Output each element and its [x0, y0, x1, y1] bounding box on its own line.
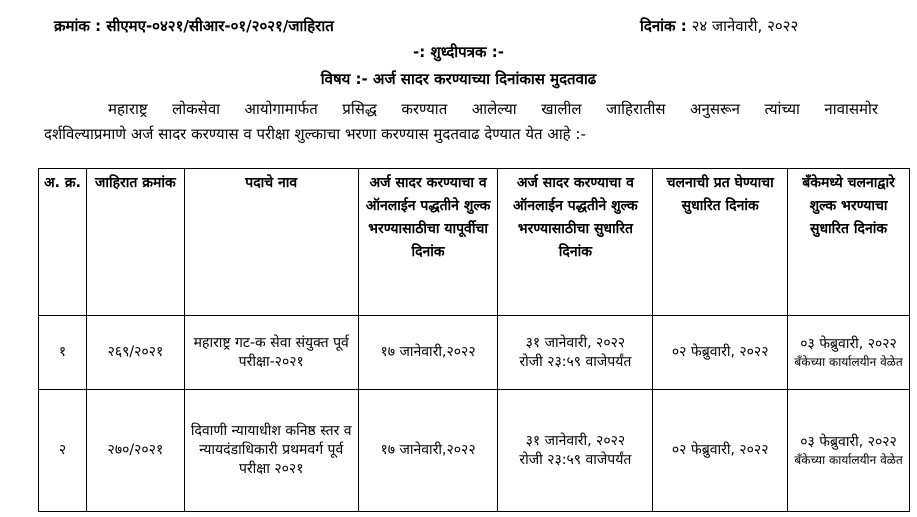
revised-date: ३१ जानेवारी, २०२२ [525, 432, 626, 449]
reference-line [54, 16, 334, 36]
revised-date-time: रोजी २३:५९ वाजेपर्यंत [519, 451, 632, 468]
challan-date-cell: ०२ फेब्रुवारी, २०२२ [653, 390, 788, 512]
bank-note: बँकेच्या कार्यालयीन वेळेत [794, 355, 903, 369]
revised-date-cell [498, 316, 653, 390]
advertisement-cell: २७०/२०२१ [86, 390, 184, 512]
challan-date-cell: ०२ फेब्रुवारी, २०२२ [653, 316, 788, 390]
table-row [39, 316, 910, 390]
serial-cell: १ [39, 316, 87, 390]
table-row [39, 390, 910, 512]
revised-date-time: रोजी २३:५९ वाजेपर्यंत [519, 353, 632, 370]
bank-date-cell [788, 390, 910, 512]
header-bank-date: बँकेमध्ये चलनाद्वारे शुल्क भरण्याचा सुधारित दिनांक [788, 169, 910, 316]
intro-paragraph [44, 97, 878, 147]
document-subject: विषय :- अर्ज सादर करण्याच्या दिनांकास मुदतवाढ [320, 70, 597, 88]
header-previous-date: अर्ज सादर करण्याचा व ऑनलाईन पद्धतीने शुल्क भरण्यासाठीचा यापूर्वीचा दिनांक [358, 169, 498, 316]
previous-date-cell: १७ जानेवारी,२०२२ [358, 390, 498, 512]
header-challan-date: चलनाची प्रत घेण्याचा सुधारित दिनांक [653, 169, 788, 316]
header-advertisement-number: जाहिरात क्रमांक [86, 169, 184, 316]
reference-number: सीएमए-०४२१/सीआर-०१/२०२१/जाहिरात [106, 17, 334, 35]
revised-date-cell [498, 390, 653, 512]
post-name-cell: दिवाणी न्यायाधीश कनिष्ठ स्तर व न्यायदंडाधिकारी प्रथमवर्ग पूर्व परीक्षा २०२१ [184, 390, 358, 512]
header-post-name: पदाचे नाव [184, 169, 358, 316]
date-value: २४ जानेवारी, २०२२ [691, 17, 799, 35]
bank-date: ०३ फेब्रुवारी, २०२२ [800, 434, 897, 450]
document-title: -: शुध्दीपत्रक :- [413, 43, 504, 61]
post-name-cell: महाराष्ट्र गट-क सेवा संयुक्त पूर्व परीक्षा-२०२१ [184, 316, 358, 390]
table-header-row [39, 169, 910, 316]
extension-table [38, 168, 910, 512]
bank-date: ०३ फेब्रुवारी, २०२२ [800, 336, 897, 352]
date-label: दिनांक : [640, 17, 687, 35]
revised-date: ३१ जानेवारी, २०२२ [525, 334, 626, 351]
header-serial: अ. क्र. [39, 169, 87, 316]
serial-cell: २ [39, 390, 87, 512]
previous-date-cell: १७ जानेवारी,२०२२ [358, 316, 498, 390]
advertisement-cell: २६९/२०२१ [86, 316, 184, 390]
intro-line-2: दर्शविल्याप्रमाणे अर्ज सादर करण्यास व परीक्षा शुल्काचा भरणा करण्यास मुदतवाढ देण्यात येत आहे :- [44, 125, 586, 143]
intro-line-1: महाराष्ट्र लोकसेवा आयोगामार्फत प्रसिद्ध करण्यात आलेल्या खालील जाहिरातीस अनुसरून त्यांच्या नावासमोर [108, 100, 878, 118]
bank-date-cell [788, 316, 910, 390]
reference-label: क्रमांक : [54, 17, 102, 35]
bank-note: बँकेच्या कार्यालयीन वेळेत [794, 453, 903, 467]
header-revised-date: अर्ज सादर करण्याचा व ऑनलाईन पद्धतीने शुल्क भरण्यासाठीचा सुधारित दिनांक [498, 169, 653, 316]
date-line [640, 16, 798, 36]
